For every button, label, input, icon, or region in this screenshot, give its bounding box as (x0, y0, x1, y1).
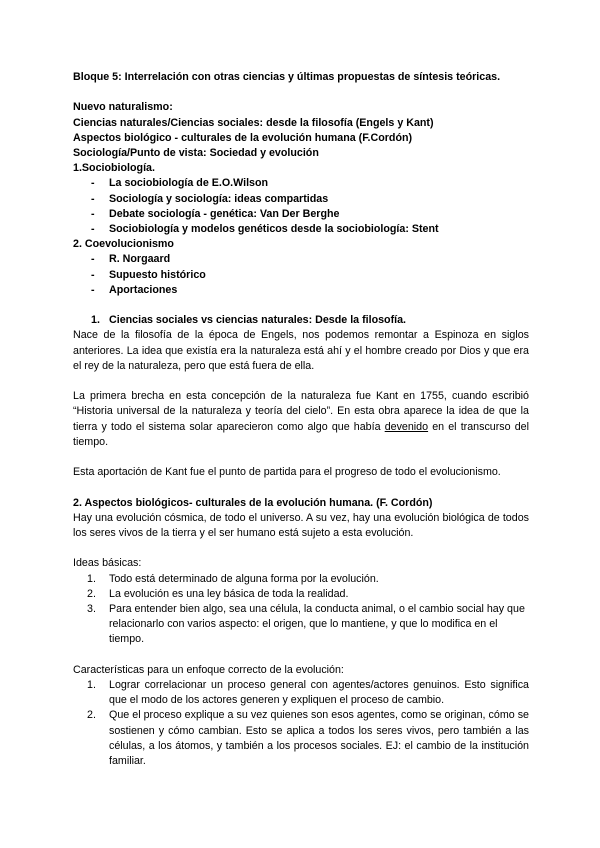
list-item: 3. Para entender bien algo, sea una célula, la conducta animal, o el cambio social hay que relacionarlo con varios aspecto: el origen, que lo mantiene, y que lo modifica en el tiempo. (87, 603, 525, 646)
list-item: 1. Lograr correlacionar un proceso general con agentes/actores genuinos. Esto significa que el modo de los actores generen y expliquen el proceso de cambio. (87, 679, 529, 707)
outline-item: - Sociología y sociología: ideas compartidas (91, 192, 329, 205)
characteristics-label: Características para un enfoque correcto de la evolución: (73, 663, 344, 676)
list-item: 2. La evolución es una ley básica de toda la realidad. (87, 587, 349, 600)
outline-item: - Sociobiología y modelos genéticos desde la sociobiología: Stent (91, 223, 439, 236)
outline-item: - R. Norgaard (91, 253, 171, 266)
outline-item: - Debate sociología - genética: Van Der Berghe (91, 207, 340, 220)
section1-paragraph: La primera brecha en esta concepción de la naturaleza fue Kant en 1755, cuando escribió “Historia universal de la naturaleza y teoría del cielo”. En esta obra aparece la idea de que la tierra y todo el sistema solar aparecieron como algo que había devenido en el transcurso del tiempo. (73, 390, 529, 448)
outline-heading: 1.Sociobiología. (73, 162, 155, 175)
outline-line: Nuevo naturalismo: (73, 101, 173, 114)
outline-line: Ciencias naturales/Ciencias sociales: desde la filosofía (Engels y Kant) (73, 116, 434, 129)
ideas-label: Ideas básicas: (73, 557, 142, 570)
list-item: 1. Todo está determinado de alguna forma por la evolución. (87, 572, 379, 585)
outline-line: Aspectos biológico - culturales de la evolución humana (F.Cordón) (73, 131, 413, 144)
section2-heading: 2. Aspectos biológicos- culturales de la evolución humana. (F. Cordón) (73, 496, 433, 509)
section2-paragraph: Hay una evolución cósmica, de todo el universo. A su vez, hay una evolución biológica de todos los seres vivos de la tierra y el ser humano está sujeto a esta evolución. (73, 511, 529, 540)
document-page (73, 70, 529, 769)
list-item: 2. Que el proceso explique a su vez quienes son esos agentes, como se originan, cómo se sostienen y cómo cambian. Esto se aplica a todos los seres vivos, pero también a las células, a los átomos, y también a los procesos sociales. EJ: el cambio de la institución familiar. (87, 709, 529, 768)
outline-heading: 2. Coevolucionismo (73, 238, 174, 251)
outline-item: - Aportaciones (91, 283, 178, 296)
outline-item: - Supuesto histórico (91, 268, 206, 281)
section1-paragraph: Nace de la filosofía de la época de Engels, nos podemos remontar a Espinoza en siglos anteriores. La idea que existía era la naturaleza está ahí y el hombre creado por Dios y que era el rey de la naturaleza, pero que está fuera de ella. (73, 329, 529, 372)
underlined-word: devenido (384, 420, 429, 433)
section1-paragraph: Esta aportación de Kant fue el punto de partida para el progreso de todo el evolucionismo. (73, 466, 501, 479)
document-title: Bloque 5: Interrelación con otras ciencias y últimas propuestas de síntesis teóricas. (73, 71, 501, 83)
outline-item: - La sociobiología de E.O.Wilson (91, 177, 269, 190)
outline-line: Sociología/Punto de vista: Sociedad y evolución (73, 147, 319, 159)
section1-heading: 1. Ciencias sociales vs ciencias naturales: Desde la filosofía. (91, 314, 407, 327)
